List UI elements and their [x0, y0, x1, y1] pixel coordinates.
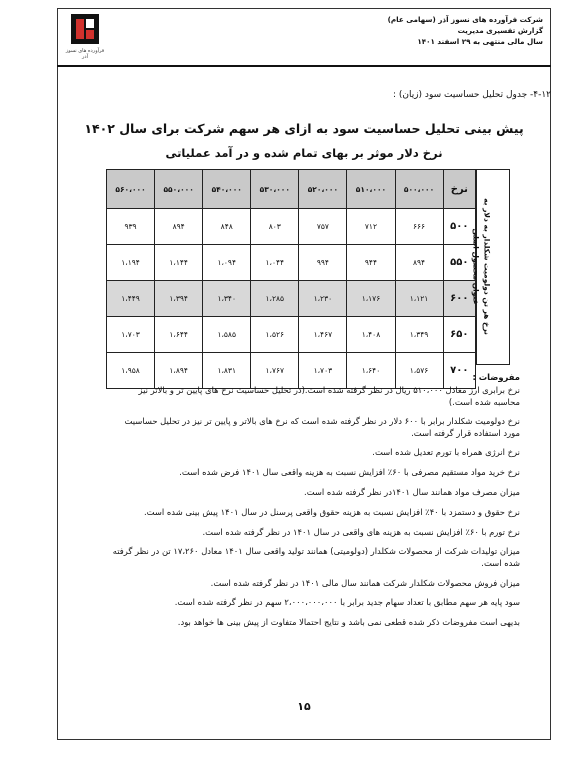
table-cell: ۱،۵۲۶	[251, 317, 299, 353]
table-cell: ۱،۶۴۰	[347, 353, 395, 389]
table-cell: ۱،۲۸۵	[251, 281, 299, 317]
assumption-item: نرخ برابری ارز معادل ۵۱۰،۰۰۰ ریال در نظر گرفته شده است.(در تحلیل حساسیت نرخ های پایین تر و بالاتر نیز محاسبه شده است.)	[138, 385, 520, 407]
fiscal-period: سال مالی منتهی به ۲۹ اسفند ۱۴۰۱	[417, 37, 543, 46]
table-cell: ۱،۰۴۴	[251, 245, 299, 281]
table-cell: ۱،۰۹۴	[203, 245, 251, 281]
company-name: شرکت فرآورده های نسوز آذر (سهامی عام)	[387, 15, 543, 24]
logo-caption: فرآورده های نسوز آذر	[65, 48, 105, 60]
table-cell: ۱،۷۰۳	[107, 317, 155, 353]
table-title: پیش بینی تحلیل حساسیت سود به ازای هر سهم شرکت برای سال ۱۴۰۲	[84, 121, 524, 136]
table-cell: ۱،۴۴۹	[107, 281, 155, 317]
assumption-item: میزان فروش محصولات شکلدار شرکت همانند سال مالی ۱۴۰۱ در نظر گرفته شده است.	[210, 577, 520, 588]
table-cell: ۱،۳۴۹	[395, 317, 443, 353]
report-name: گزارش تفسیری مدیریت	[457, 26, 543, 35]
table-row	[107, 209, 476, 245]
table-cell: ۱،۸۹۴	[155, 353, 203, 389]
table-cell: ۱،۶۴۴	[155, 317, 203, 353]
assumption-item: نرخ حقوق و دستمزد با ۴۰٪ افزایش نسبت به هزینه حقوق واقعی پرسنل در سال ۱۴۰۱ پیش بینی شده است.	[144, 506, 520, 517]
assumption-item: نرخ دولومیت شکلدار برابر با ۶۰۰ دلار در نظر گرفته شده است که نرخ های بالاتر و پایین تر نیز در تحلیل حساسیت مورد استفاده قرار گرفته است.	[124, 416, 520, 438]
row-label: ۶۵۰	[443, 317, 475, 353]
table-cell: ۸۴۸	[203, 209, 251, 245]
column-header: ۵۴۰،۰۰۰	[203, 170, 251, 209]
column-header: ۵۳۰،۰۰۰	[251, 170, 299, 209]
assumption-item: میزان مصرف مواد همانند سال ۱۴۰۱در نظر گرفته شده است.	[304, 487, 520, 498]
row-label: ۷۰۰	[443, 353, 475, 389]
sensitivity-table	[106, 169, 476, 389]
table-cell: ۱،۷۶۷	[251, 353, 299, 389]
assumption-item: میزان تولیدات شرکت از محصولات شکلدار (دولومیتی) همانند تولید واقعی سال ۱۴۰۱ معادل ۱۷،۲۶۰ تن در نظر گرفته شده است.	[112, 546, 520, 568]
table-cell: ۱،۱۲۱	[395, 281, 443, 317]
assumption-item: نرخ انرژی همراه با تورم تعدیل شده است.	[372, 447, 520, 458]
table-cell: ۱،۵۷۶	[395, 353, 443, 389]
table-cell: ۱،۴۶۷	[299, 317, 347, 353]
row-axis-label-line2: عنوان محصول اصلی	[471, 228, 481, 305]
table-cell: ۱،۱۷۶	[347, 281, 395, 317]
company-logo-icon	[71, 14, 99, 44]
assumption-item: بدیهی است مفروضات ذکر شده قطعی نمی باشد و نتایج احتمالا متفاوت از پیش بینی ها خواهد بود.	[177, 617, 520, 628]
assumption-item: نرخ تورم با ۶۰٪ افزایش نسبت به هزینه های واقعی در سال ۱۴۰۱ در نظر گرفته شده است.	[202, 526, 520, 537]
table-cell: ۶۶۶	[395, 209, 443, 245]
table-subtitle: نرخ دلار موثر بر بهای تمام شده و در آمد عملیاتی	[165, 146, 443, 160]
table-cell: ۱،۳۴۰	[203, 281, 251, 317]
table-cell: ۷۵۷	[299, 209, 347, 245]
assumption-item: سود پایه هر سهم مطابق با تعداد سهام جدید برابر با ۲،۰۰۰،۰۰۰،۰۰۰ سهم در نظر گرفته شده است.	[174, 597, 520, 608]
table-cell: ۱،۱۹۴	[107, 245, 155, 281]
row-axis-label-line1: نرخ هر تن دولومیت شکلدار به دلار به	[482, 198, 492, 335]
corner-label: نرخ	[443, 170, 475, 209]
row-label: ۵۵۰	[443, 245, 475, 281]
page-number: ۱۵	[297, 700, 311, 713]
table-cell: ۱،۹۵۸	[107, 353, 155, 389]
table-cell: ۹۴۴	[347, 245, 395, 281]
page-header	[57, 8, 551, 67]
table-cell: ۱،۱۴۴	[155, 245, 203, 281]
header-text	[388, 14, 543, 47]
column-header: ۵۱۰،۰۰۰	[347, 170, 395, 209]
row-label: ۶۰۰	[443, 281, 475, 317]
column-header: ۵۲۰،۰۰۰	[299, 170, 347, 209]
table-cell: ۱،۲۳۰	[299, 281, 347, 317]
assumptions-heading: مفروضات :	[472, 372, 520, 382]
table-row	[107, 317, 476, 353]
table-cell: ۱،۴۰۸	[347, 317, 395, 353]
assumptions-section	[110, 372, 520, 637]
table-cell: ۸۹۴	[395, 245, 443, 281]
table-cell: ۹۹۴	[299, 245, 347, 281]
table-cell: ۱،۵۸۵	[203, 317, 251, 353]
table-cell: ۱،۸۳۱	[203, 353, 251, 389]
table-row	[107, 245, 476, 281]
column-header: ۵۶۰،۰۰۰	[107, 170, 155, 209]
table-cell: ۹۳۹	[107, 209, 155, 245]
section-title: ۴-۱۲- جدول تحلیل حساسیت سود (زیان) :	[392, 90, 551, 100]
table-header-row	[107, 170, 476, 209]
table-cell: ۷۱۲	[347, 209, 395, 245]
table-cell: ۸۰۳	[251, 209, 299, 245]
table-row-highlighted	[107, 281, 476, 317]
table-cell: ۱،۷۰۳	[299, 353, 347, 389]
table-cell: ۸۹۴	[155, 209, 203, 245]
table-cell: ۱،۳۹۴	[155, 281, 203, 317]
assumption-item: نرخ خرید مواد مستقیم مصرفی با ۶۰٪ افزایش نسبت به هزینه واقعی سال ۱۴۰۱ فرض شده است.	[179, 467, 520, 478]
column-header: ۵۰۰،۰۰۰	[395, 170, 443, 209]
row-label: ۵۰۰	[443, 209, 475, 245]
column-header: ۵۵۰،۰۰۰	[155, 170, 203, 209]
row-axis-label-box	[471, 169, 510, 365]
